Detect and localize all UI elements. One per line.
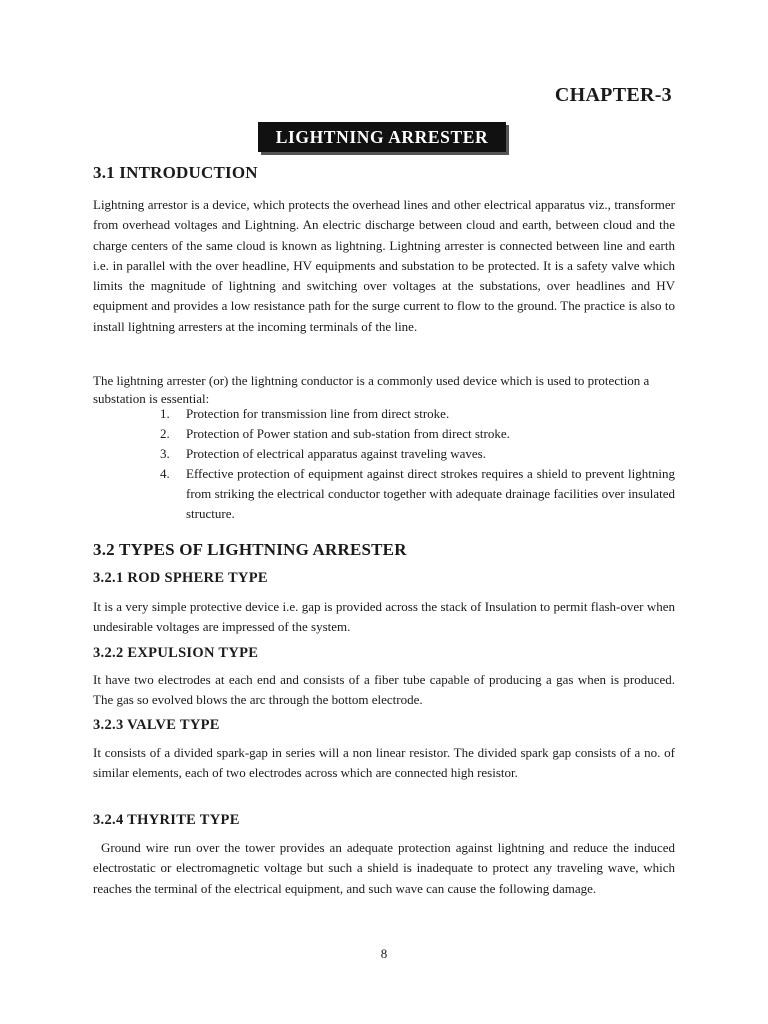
page-number: 8 [380, 946, 388, 961]
list-item-number: 4. [160, 466, 170, 481]
intro-paragraph: Lightning arrestor is a device, which protects the overhead lines and other electrical apparatus viz., transformer from overhead voltages and Lightning. An electric discharge between cloud and earth, between cloud and the charge centers of the same cloud is known as lightning. Lightning arrester is connected between line and earth i.e. in parallel with the over headline, HV equipments and substation to be protected. It is a safety valve which limits the magnitude of lightning and switching over voltages at the substations, over headlines and HV equipment and provides a low resistance path for the surge current to flow to the ground. The practice is also to install lightning arresters at the incoming terminals of the line. [93, 197, 675, 334]
list-item-text: Protection of Power station and sub-station from direct stroke. [186, 426, 510, 441]
protection-list [160, 404, 675, 524]
subsection-heading-thyrite: 3.2.4 THYRITE TYPE [93, 812, 240, 828]
list-item-text: Protection of electrical apparatus against traveling waves. [186, 446, 486, 461]
list-item-number: 2. [160, 426, 170, 441]
list-item [160, 444, 675, 464]
list-item-text: Effective protection of equipment against direct strokes requires a shield to prevent lightning from striking the electrical conductor together with adequate drainage facilities over insulated structure. [186, 466, 675, 521]
chapter-title: LIGHTNING ARRESTER [275, 126, 489, 147]
subsection-heading-rod-sphere: 3.2.1 ROD SPHERE TYPE [93, 570, 268, 586]
list-item-number: 3. [160, 446, 170, 461]
section-heading-types: 3.2 TYPES OF LIGHTNING ARRESTER [93, 540, 407, 559]
thyrite-paragraph: Ground wire run over the tower provides an adequate protection against lightning and reduce the induced electrostatic or electromagnetic voltage but such a shield is inadequate to protect any traveling wave, which reaches the terminal of the electrical equipment, and such wave can cause the following damage. [93, 840, 675, 896]
chapter-label: CHAPTER-3 [554, 84, 672, 106]
section-heading-introduction: 3.1 INTRODUCTION [93, 163, 258, 182]
chapter-title-box [258, 122, 506, 152]
valve-paragraph: It consists of a divided spark-gap in series will a non linear resistor. The divided spark gap consists of a no. of similar elements, each of two electrodes across which are connected high resistor. [93, 745, 675, 781]
expulsion-paragraph: It have two electrodes at each end and consists of a fiber tube capable of producing a gas when is produced. The gas so evolved blows the arc through the bottom electrode. [93, 672, 675, 708]
list-item [160, 424, 675, 444]
list-item-number: 1. [160, 406, 170, 421]
subsection-heading-expulsion: 3.2.2 EXPULSION TYPE [93, 645, 259, 661]
subsection-heading-valve: 3.2.3 VALVE TYPE [93, 717, 220, 733]
list-item [160, 404, 675, 424]
rod-sphere-paragraph: It is a very simple protective device i.e. gap is provided across the stack of Insulation to permit flash-over when undesirable voltages are impressed of the system. [93, 599, 675, 635]
intro-paragraph-2: The lightning arrester (or) the lightning conductor is a commonly used device which is used to protection a substation is essential: [93, 373, 650, 406]
list-item-text: Protection for transmission line from direct stroke. [186, 406, 450, 421]
list-item [160, 464, 675, 524]
